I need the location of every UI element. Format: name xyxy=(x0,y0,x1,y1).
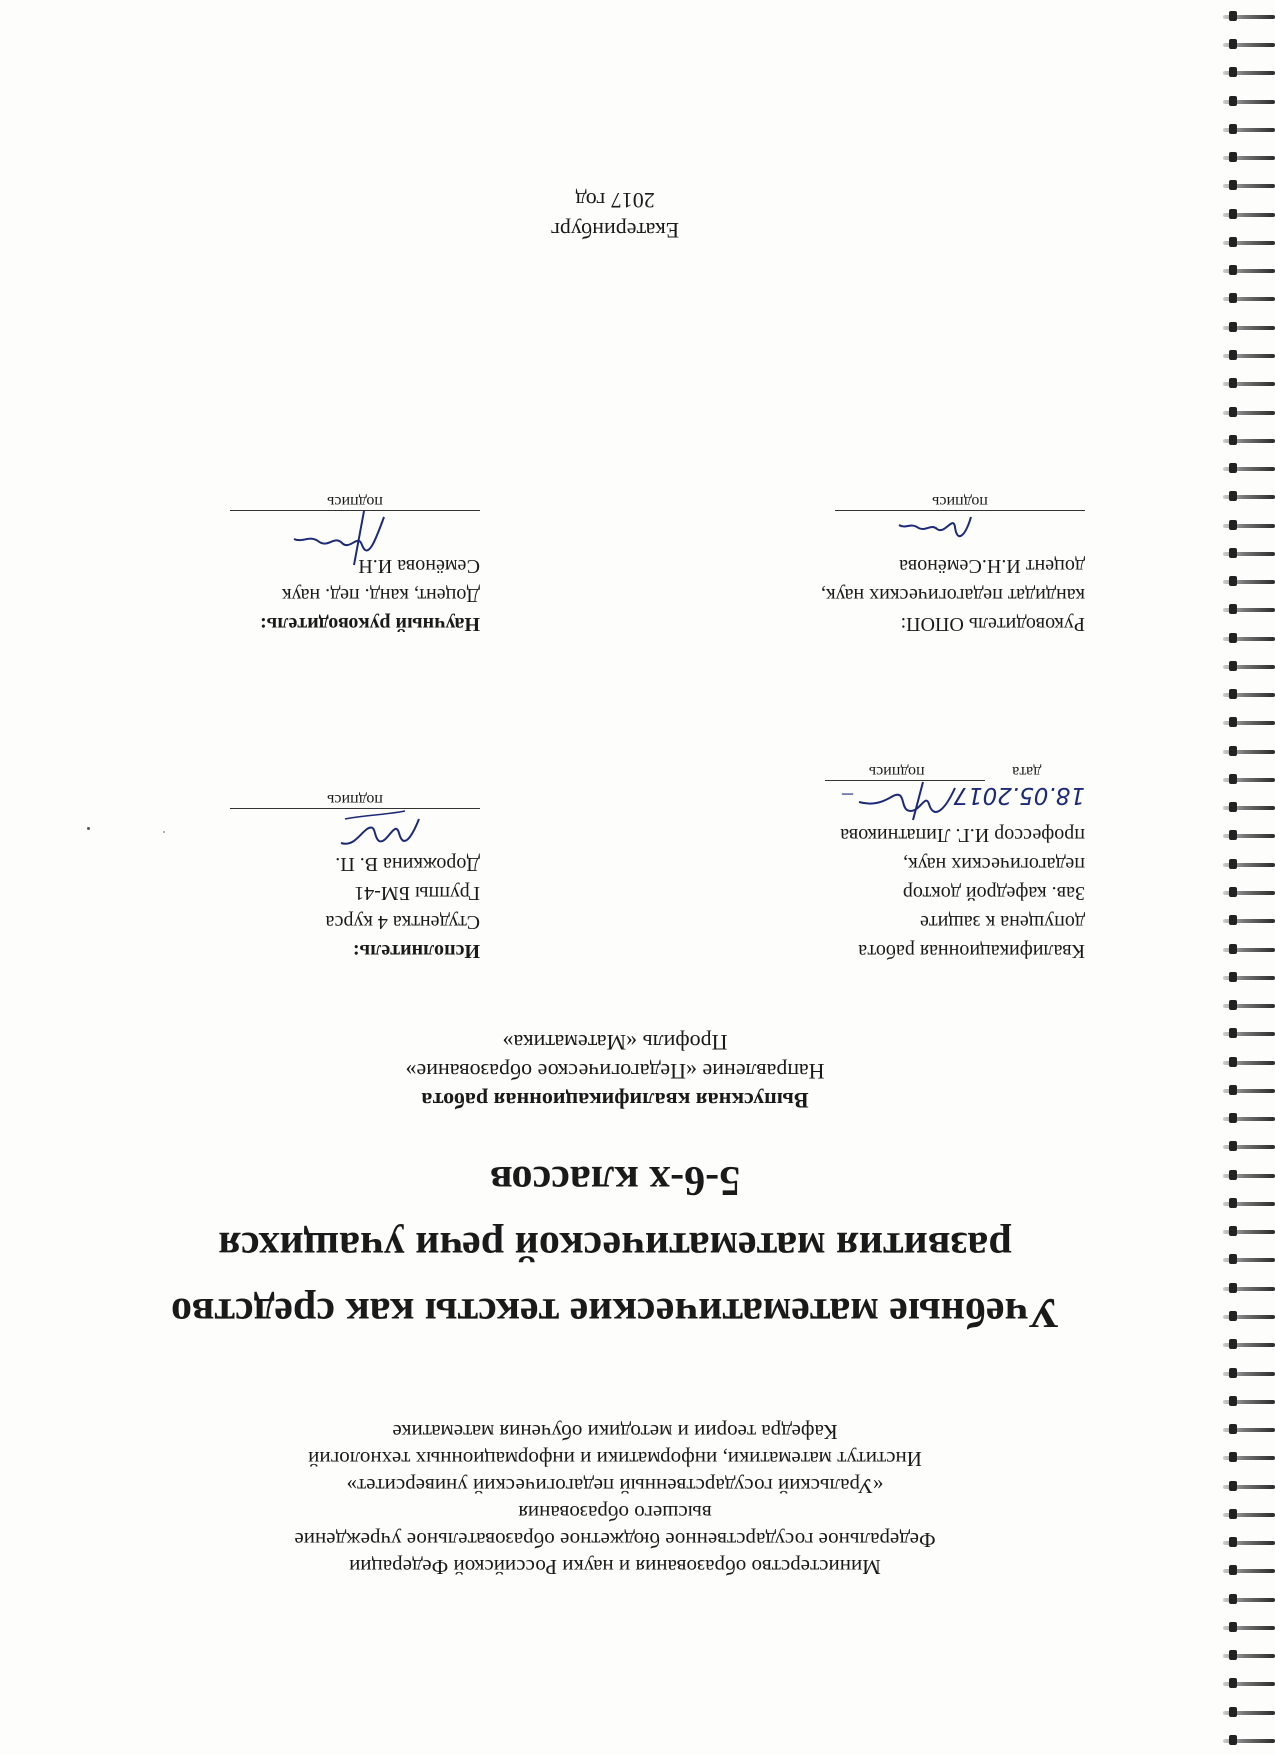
title-line-1: Учебные математические тексты как средство xyxy=(170,1289,1060,1335)
binding-coil xyxy=(1223,1283,1275,1293)
binding-coil xyxy=(1223,209,1275,219)
binding-coil xyxy=(1223,435,1275,445)
binding-coil xyxy=(1223,548,1275,558)
binding-coil xyxy=(1223,1707,1275,1717)
admission-line-4: педагогических наук, xyxy=(903,853,1085,875)
binding-coil xyxy=(1223,11,1275,21)
binding-coil xyxy=(1223,152,1275,162)
supervisor-line-2: Семёнова И.Н xyxy=(358,555,480,577)
binding-coil xyxy=(1223,1650,1275,1660)
binding-coil xyxy=(1223,67,1275,77)
binding-coil xyxy=(1223,1028,1275,1038)
executor-line-2: Группы БМ-41 xyxy=(354,882,480,904)
binding-coil xyxy=(1223,944,1275,954)
binding-coil xyxy=(1223,1678,1275,1688)
binding-coil xyxy=(1223,774,1275,784)
binding-coil xyxy=(1223,717,1275,727)
binding-coil xyxy=(1223,1368,1275,1378)
supervisor-heading: Научный руководитель: xyxy=(260,613,480,635)
binding-coil xyxy=(1223,1339,1275,1349)
header-line-ministry: Министерство образования и науки Российской Федерации xyxy=(349,1555,881,1579)
binding-coil xyxy=(1223,237,1275,247)
binding-coil xyxy=(1223,520,1275,530)
binding-coil xyxy=(1223,859,1275,869)
work-profile: Профиль «Математика» xyxy=(502,1030,728,1055)
binding-coil xyxy=(1223,1000,1275,1010)
caption-date: дата xyxy=(1012,763,1042,780)
footer-year: 2017 год xyxy=(575,188,655,213)
caption-signature: подпись xyxy=(868,763,925,780)
binding-coil xyxy=(1223,1622,1275,1632)
spiral-binding xyxy=(1215,0,1275,1755)
admission-line-5: профессор И.Г. Липатникова xyxy=(840,824,1085,846)
executor-line-1: Студентка 4 курса xyxy=(325,911,480,933)
binding-coil xyxy=(1223,1198,1275,1208)
binding-coil xyxy=(1223,39,1275,49)
binding-coil xyxy=(1223,1141,1275,1151)
binding-coil xyxy=(1223,1424,1275,1434)
header-line-department: Кафедра теории и методики обучения математике xyxy=(392,1420,838,1444)
binding-coil xyxy=(1223,1396,1275,1406)
binding-coil xyxy=(1223,124,1275,134)
executor-signature xyxy=(335,807,425,859)
title-line-3: 5-6-х классов xyxy=(489,1157,741,1203)
binding-coil xyxy=(1223,1594,1275,1604)
executor-heading: Исполнитель: xyxy=(352,940,480,962)
executor-block xyxy=(180,790,480,965)
admission-signature-line xyxy=(785,780,1085,816)
binding-coil xyxy=(1223,322,1275,332)
opop-signature xyxy=(895,509,975,549)
executor-caption: подпись xyxy=(327,791,383,808)
binding-coil xyxy=(1223,1113,1275,1123)
binding-coil xyxy=(1223,1509,1275,1519)
supervisor-signature-line xyxy=(230,510,480,547)
binding-coil xyxy=(1223,180,1275,190)
opop-line-1: Руководитель ОПОП: xyxy=(900,613,1085,635)
supervisor-line-1: Доцент, канд. пед. наук xyxy=(281,584,480,606)
opop-signature-line xyxy=(835,510,1085,547)
admission-line-1: Квалификационная работа xyxy=(858,940,1085,962)
scan-speck xyxy=(87,827,90,830)
binding-coil xyxy=(1223,96,1275,106)
supervisor-block xyxy=(180,492,480,638)
supervisor-caption: подпись xyxy=(327,493,383,510)
binding-coil xyxy=(1223,1537,1275,1547)
work-type: Выпускная квалификационная работа xyxy=(421,1088,809,1113)
opop-block xyxy=(755,492,1085,638)
footer xyxy=(95,185,1135,245)
handwritten-dash: – xyxy=(842,784,853,809)
handwritten-date: 18.05.2017 xyxy=(953,782,1085,808)
institution-header xyxy=(95,1418,1135,1580)
binding-coil xyxy=(1223,463,1275,473)
header-line-institute: Институт математики, информатики и информационных технологий xyxy=(308,1447,922,1471)
binding-coil xyxy=(1223,689,1275,699)
executor-line-3: Дорожкина В. П. xyxy=(335,853,480,875)
binding-coil xyxy=(1223,1254,1275,1264)
opop-line-2: кандидат педагогических наук, xyxy=(820,584,1085,606)
binding-coil xyxy=(1223,378,1275,388)
binding-coil xyxy=(1223,350,1275,360)
binding-coil xyxy=(1223,1170,1275,1180)
admission-line-3: Зав. кафедрой доктор xyxy=(902,882,1085,904)
supervisor-signature xyxy=(290,509,390,569)
work-info xyxy=(95,1028,1135,1115)
footer-city: Екатеринбург xyxy=(550,218,680,243)
header-line-institution-type: Федеральное государственное бюджетное образовательное учреждение xyxy=(294,1528,936,1552)
binding-coil xyxy=(1223,1481,1275,1491)
title-line-2: развития математической речи учащихся xyxy=(218,1223,1012,1269)
binding-coil xyxy=(1223,491,1275,501)
binding-coil xyxy=(1223,265,1275,275)
binding-coil xyxy=(1223,831,1275,841)
executor-signature-line xyxy=(230,808,480,845)
binding-coil xyxy=(1223,407,1275,417)
admission-block xyxy=(755,762,1085,965)
binding-coil xyxy=(1223,1057,1275,1067)
binding-coil xyxy=(1223,802,1275,812)
binding-coil xyxy=(1223,1226,1275,1236)
binding-coil xyxy=(1223,633,1275,643)
opop-caption: подпись xyxy=(932,493,988,510)
scan-speck xyxy=(163,831,165,833)
thesis-title xyxy=(95,1147,1135,1345)
opop-line-3: доцент И.Н.Семёнова xyxy=(899,555,1085,577)
binding-coil xyxy=(1223,915,1275,925)
binding-coil xyxy=(1223,1735,1275,1745)
admission-line-2: допущена к защите xyxy=(920,911,1085,933)
work-direction: Направление «Педагогическое образование» xyxy=(405,1059,825,1084)
admission-signature xyxy=(853,778,963,824)
binding-coil xyxy=(1223,1452,1275,1462)
binding-coil xyxy=(1223,1565,1275,1575)
binding-coil xyxy=(1223,1085,1275,1095)
binding-coil xyxy=(1223,887,1275,897)
binding-coil xyxy=(1223,604,1275,614)
header-line-university: «Уральский государственный педагогический университет» xyxy=(346,1474,884,1498)
binding-coil xyxy=(1223,746,1275,756)
binding-coil xyxy=(1223,1311,1275,1321)
binding-coil xyxy=(1223,972,1275,982)
header-line-education-level: высшего образования xyxy=(518,1501,712,1525)
binding-coil xyxy=(1223,661,1275,671)
binding-coil xyxy=(1223,576,1275,586)
binding-coil xyxy=(1223,293,1275,303)
